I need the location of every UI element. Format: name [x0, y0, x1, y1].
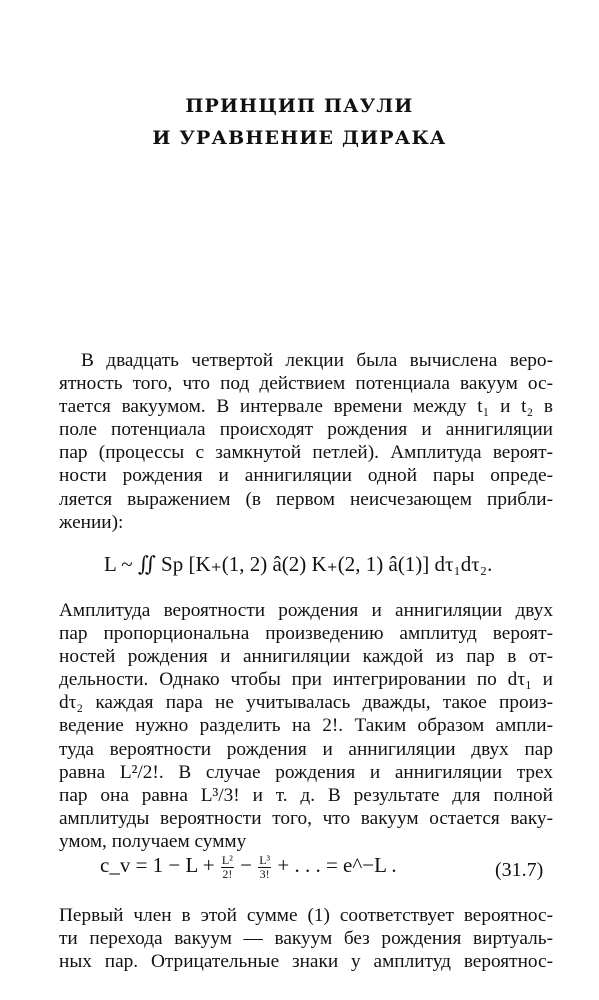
text-line: Амплитуда вероятности рождения и аннигиляции двух — [59, 600, 553, 621]
text-line: дельности. Однако чтобы при интегрировании по dτ₁ и — [59, 669, 553, 691]
fraction-denominator: 2! — [222, 866, 233, 881]
fraction-denominator: 3! — [259, 866, 270, 881]
text-line: ности рождения и аннигиляции одной пары опреде- — [59, 465, 553, 487]
minus-sign: − — [240, 853, 252, 877]
text-line: ведение нужно разделить на 2!. Таким образом ампли- — [59, 715, 553, 737]
formula-amplitude-one-pair: L ~ ∬ Sp [K₊(1, 2) â(2) K₊(2, 1) â(1)] dτ₁dτ₂. — [104, 552, 493, 576]
fraction-l2-over-2 — [221, 854, 234, 881]
text-line: ляется выражением (в первом неисчезающем прибли- — [59, 488, 553, 510]
text-line: dτ₂ каждая пара не учитывалась дважды, такое произ- — [59, 692, 553, 714]
text-line: ятность того, что под действием потенциала вакуум ос- — [59, 373, 553, 395]
text-line: равна L²/2!. В случае рождения и аннигиляции трех — [59, 761, 553, 783]
fraction-numerator: L³ — [259, 852, 271, 867]
text-line: ти перехода вакуум — вакуум без рождения виртуаль- — [59, 928, 553, 950]
text-line: амплитуды вероятности того, что вакуум остается ваку- — [59, 807, 553, 829]
formula-vacuum-sum — [100, 853, 397, 881]
chapter-title-line-1: ПРИНЦИП ПАУЛИ — [185, 95, 414, 117]
paragraph-2 — [59, 599, 553, 853]
text-line: ностей рождения и аннигиляции каждой из пар в от- — [59, 646, 553, 668]
fraction-l3-over-3 — [258, 854, 271, 881]
paragraph-1 — [59, 349, 553, 534]
text-line: пар она равна L³/3! и т. д. В результате для полной — [59, 784, 553, 806]
text-line: пар пропорциональна произведению амплитуд вероят- — [59, 623, 553, 645]
text-line: тается вакуумом. В интервале времени между t₁ и t₂ в — [59, 396, 553, 418]
formula-rhs: + . . . = e^−L . — [277, 853, 397, 877]
paragraph-3 — [59, 904, 553, 973]
text-line: умом, получаем сумму — [59, 830, 247, 852]
formula-lhs: c_v = 1 − L + — [100, 853, 215, 877]
text-line: В двадцать четвертой лекции была вычислена веро- — [81, 350, 553, 371]
text-line: пар (процессы с замкнутой петлей). Амплитуда вероят- — [59, 442, 553, 464]
text-line: жении): — [59, 511, 124, 533]
text-line: туда вероятности рождения и аннигиляции двух пар — [59, 738, 553, 760]
equation-number: (31.7) — [495, 859, 544, 881]
fraction-numerator: L² — [221, 852, 233, 867]
text-line: ных пар. Отрицательные знаки у амплитуд вероятнос- — [59, 951, 553, 973]
chapter-title-line-2: И УРАВНЕНИЕ ДИРАКА — [152, 127, 447, 149]
text-line: поле потенциала происходят рождения и аннигиляции — [59, 419, 553, 441]
text-line: Первый член в этой сумме (1) соответствует вероятнос- — [59, 905, 553, 926]
